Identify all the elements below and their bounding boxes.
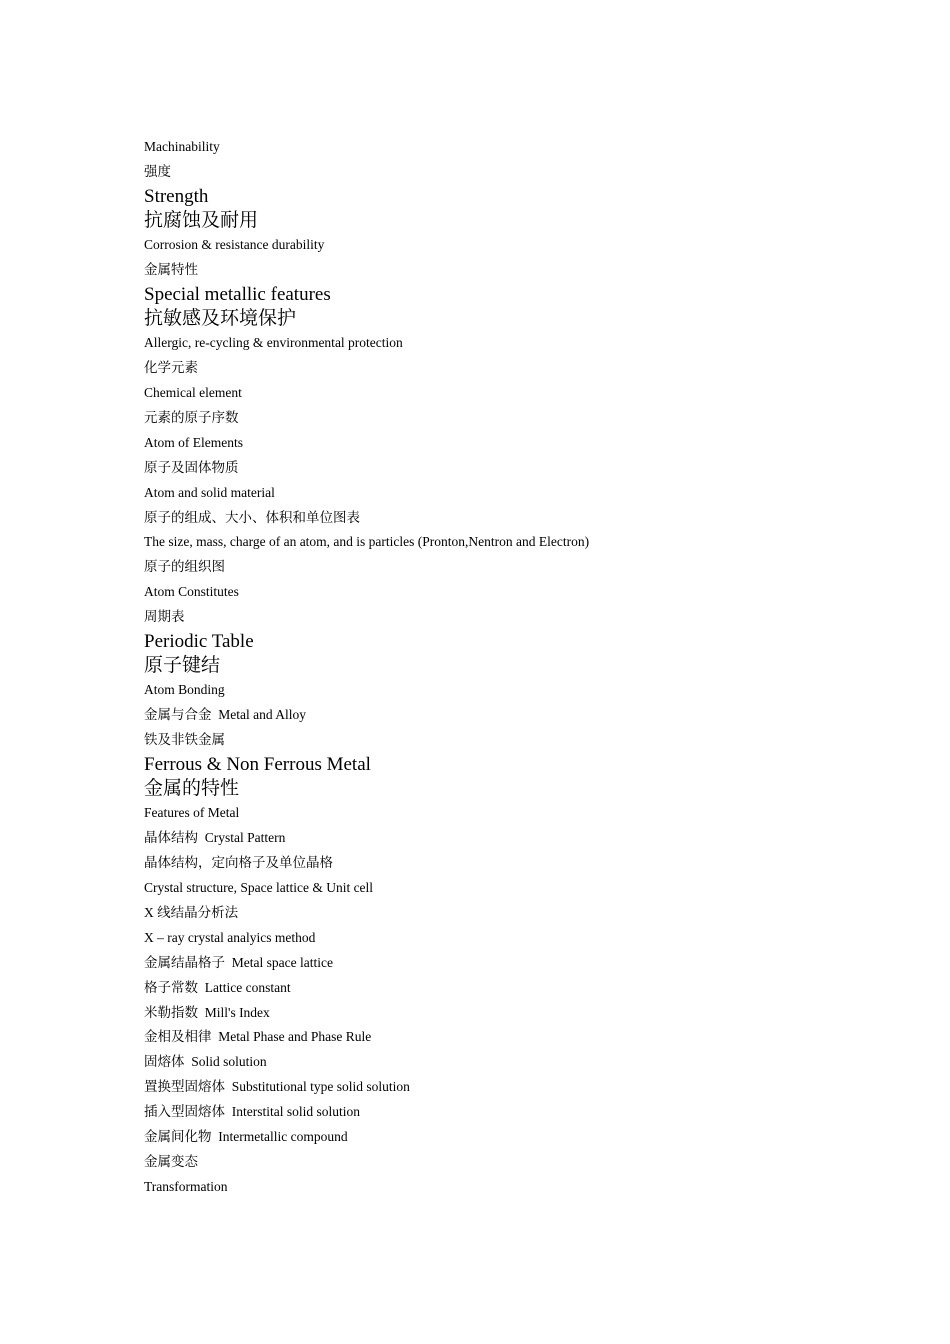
text-line: Atom of Elements <box>144 434 243 450</box>
heading-line: Periodic Table <box>144 631 254 652</box>
text-line: 周期表 <box>144 609 185 625</box>
text-line: X 线结晶分析法 <box>144 904 239 920</box>
text-line: Allergic, re-cycling & environmental protection <box>144 335 403 351</box>
text-line: 金属间化物 Intermetallic compound <box>144 1129 348 1144</box>
text-line: 金属与合金 Metal and Alloy <box>144 707 306 723</box>
text-line: 原子的组织图 <box>144 559 225 575</box>
text-line: Features of Metal <box>144 805 240 821</box>
heading-line: 原子键结 <box>144 655 221 677</box>
text-line: 原子及固体物质 <box>144 459 239 475</box>
text-line: 元素的原子序数 <box>144 409 239 425</box>
text-line: 铁及非铁金属 <box>144 732 225 748</box>
text-line: 强度 <box>144 163 171 179</box>
text-line: Chemical element <box>144 385 242 401</box>
text-line: Machinability <box>144 139 220 154</box>
text-line: The size, mass, charge of an atom, and is particles (Pronton,Nentron and Electron) <box>144 534 590 550</box>
text-line: 金相及相律 Metal Phase and Phase Rule <box>144 1029 372 1045</box>
text-line: Corrosion & resistance durability <box>144 237 325 253</box>
text-line: Atom Bonding <box>144 682 225 698</box>
text-line: 金属特性 <box>144 262 198 278</box>
text-line: X – ray crystal analyics method <box>144 929 316 945</box>
text-line: 置换型固熔体 Substitutional type solid solution <box>144 1079 410 1095</box>
text-line: 固熔体 Solid solution <box>144 1054 267 1070</box>
text-line: 金属结晶格子 Metal space lattice <box>144 954 333 970</box>
heading-line: 抗敏感及环境保护 <box>144 308 297 330</box>
text-line: 格子常数 Lattice constant <box>144 979 291 995</box>
text-line: 化学元素 <box>144 360 198 376</box>
heading-line: 抗腐蚀及耐用 <box>144 209 259 231</box>
heading-line: 金属的特性 <box>144 778 240 800</box>
text-line: 晶体结构，定向格子及单位晶格 <box>144 855 333 871</box>
text-line: Transformation <box>144 1178 228 1194</box>
text-line: Crystal structure, Space lattice & Unit cell <box>144 880 374 896</box>
heading-line: Special metallic features <box>144 283 331 305</box>
text-line: Atom Constitutes <box>144 584 239 600</box>
text-line: Atom and solid material <box>144 484 275 500</box>
text-line: 金属变态 <box>144 1153 198 1169</box>
text-line: 原子的组成、大小、体积和单位图表 <box>144 509 360 525</box>
heading-line: Ferrous & Non Ferrous Metal <box>144 754 371 776</box>
text-column <box>144 135 924 1200</box>
heading-line: Strength <box>144 185 209 207</box>
text-line: 米勒指数 Mill's Index <box>144 1004 270 1020</box>
text-line: 晶体结构 Crystal Pattern <box>144 830 286 846</box>
text-line: 插入型固熔体 Interstital solid solution <box>144 1104 360 1120</box>
